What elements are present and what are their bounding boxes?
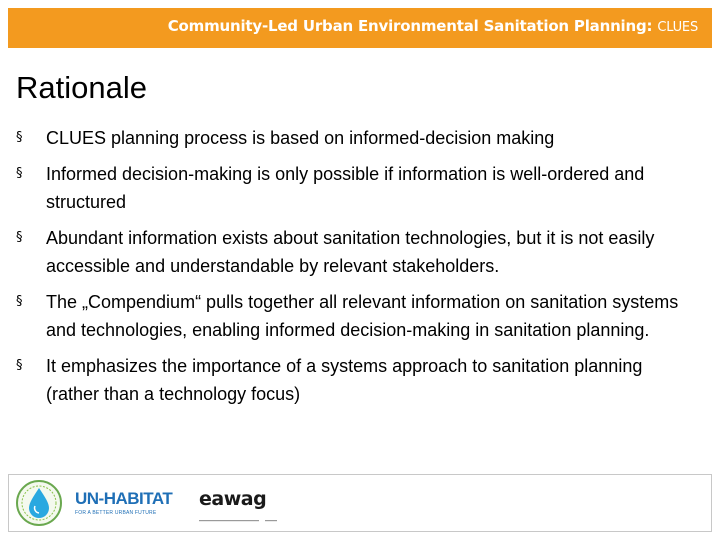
bullet-marker-icon: § [16,166,23,181]
bullet-list [16,124,696,416]
header-bar [8,8,712,48]
eawag-wordmark: eawag [199,488,267,510]
header-title [168,17,698,35]
header-title-clues: CLUES [657,20,698,35]
slide-title: Rationale [16,70,147,105]
un-habitat-logo [75,489,172,516]
header-title-main: Community-Led Urban Environmental Sanitation Planning: [167,17,653,35]
bullet-marker-icon: § [16,230,23,245]
eawag-logo [199,488,279,528]
bullet-item [16,160,696,216]
bullet-item [16,288,696,344]
bullet-item [16,352,696,408]
bullet-item [16,124,696,152]
bullet-text: Informed decision-making is only possible if information is well-ordered and structured [46,164,645,212]
bullet-text: CLUES planning process is based on informed-decision making [46,128,555,148]
un-habitat-wordmark: UN-HABITAT [75,489,173,508]
bullet-item [16,224,696,280]
eawag-tagline-graphic [199,519,279,523]
footer-logo-bar [8,474,712,532]
water-drop-seal-logo [15,479,63,527]
bullet-text: The „Compendium“ pulls together all relevant information on sanitation systems and technologies, enabling informed decision-making in sanitation planning. [46,292,679,340]
un-habitat-tagline: FOR A BETTER URBAN FUTURE [75,510,157,516]
bullet-text: It emphasizes the importance of a systems approach to sanitation planning (rather than a technology focus) [46,356,643,404]
bullet-text: Abundant information exists about sanitation technologies, but it is not easily accessible and understandable by relevant stakeholders. [46,228,655,276]
bullet-marker-icon: § [16,358,23,373]
bullet-marker-icon: § [16,294,23,309]
bullet-marker-icon: § [16,130,23,145]
